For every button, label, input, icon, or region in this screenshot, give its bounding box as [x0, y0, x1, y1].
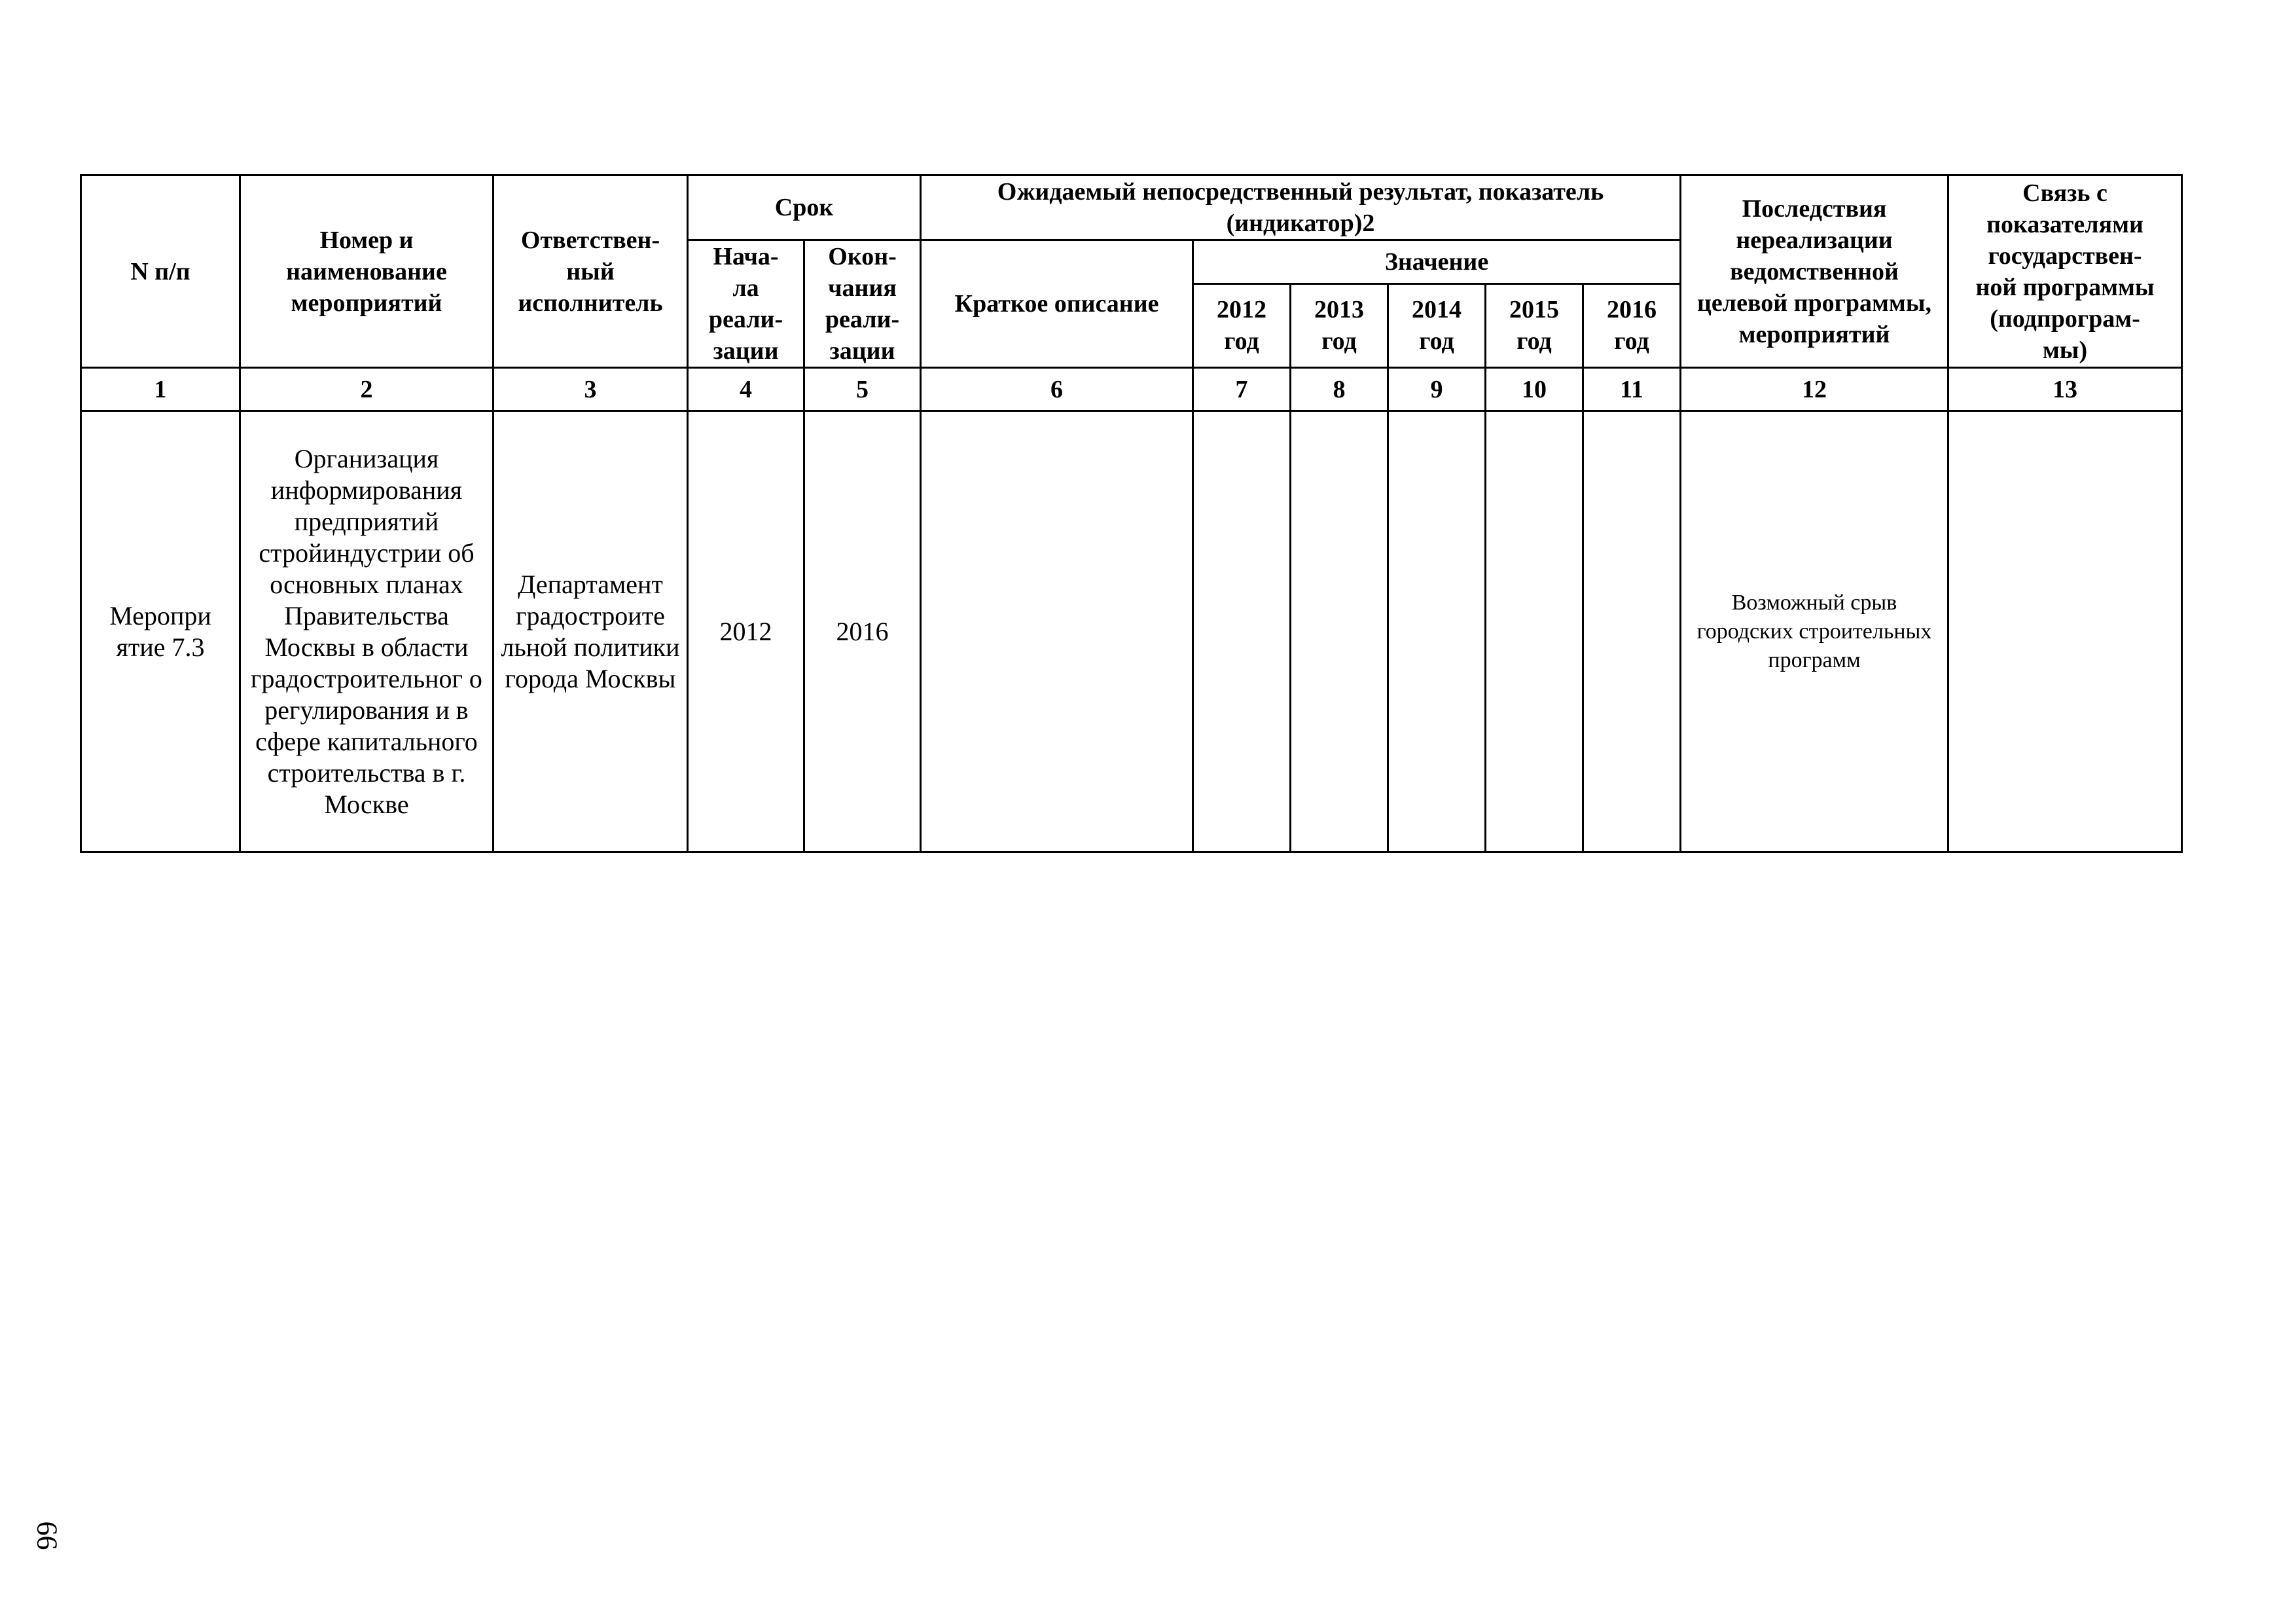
header-end: Окон- чания реали- зации	[804, 240, 921, 368]
table-row	[81, 411, 2182, 852]
column-number: 8	[1291, 368, 1388, 411]
header-activity-name: Номер и наименование мероприятий	[240, 175, 493, 368]
header-start: Нача- ла реали- зации	[688, 240, 804, 368]
column-number: 13	[1948, 368, 2182, 411]
header-number: N п/п	[81, 175, 240, 368]
column-number: 7	[1193, 368, 1291, 411]
activity-value-2014	[1388, 411, 1486, 852]
activity-start-year: 2012	[688, 411, 804, 852]
header-year-2014: 2014 год	[1388, 283, 1486, 367]
activity-value-2013	[1291, 411, 1388, 852]
program-activities-table	[80, 174, 2183, 853]
column-number: 9	[1388, 368, 1486, 411]
activity-number: Меропри ятие 7.3	[81, 411, 240, 852]
activity-value-2015	[1486, 411, 1583, 852]
header-value: Значение	[1193, 240, 1681, 284]
activity-name: Организация информирования предприятий стройиндустрии об основных планах Правительства Москвы в области градостроительног о регулирования и в сфере капитального строительства в г. Москве	[240, 411, 493, 852]
column-number: 5	[804, 368, 921, 411]
activity-link-indicators	[1948, 411, 2182, 852]
header-year-2016: 2016 год	[1583, 283, 1681, 367]
header-year-2012: 2012 год	[1193, 283, 1291, 367]
header-short-description: Краткое описание	[921, 240, 1193, 368]
column-numbers-row	[81, 368, 2182, 411]
header-year-2015: 2015 год	[1486, 283, 1583, 367]
header-term: Срок	[688, 175, 921, 240]
activity-value-2012	[1193, 411, 1291, 852]
column-number: 1	[81, 368, 240, 411]
column-number: 4	[688, 368, 804, 411]
column-number: 3	[493, 368, 688, 411]
column-number: 12	[1681, 368, 1948, 411]
page-number: 66	[31, 1521, 63, 1550]
column-number: 2	[240, 368, 493, 411]
activity-end-year: 2016	[804, 411, 921, 852]
header-consequences: Последствия нереализации ведомственной целевой программы, мероприятий	[1681, 175, 1948, 368]
header-link-indicators: Связь с показателями государствен- ной программы (подпрограм- мы)	[1948, 175, 2182, 368]
column-number: 10	[1486, 368, 1583, 411]
activity-value-2016	[1583, 411, 1681, 852]
header-year-2013: 2013 год	[1291, 283, 1388, 367]
column-number: 6	[921, 368, 1193, 411]
column-number: 11	[1583, 368, 1681, 411]
activity-short-description	[921, 411, 1193, 852]
header-executor: Ответствен- ный исполнитель	[493, 175, 688, 368]
activity-consequences: Возможный срыв городских строительных программ	[1681, 411, 1948, 852]
header-expected-result: Ожидаемый непосредственный результат, показатель (индикатор)2	[921, 175, 1681, 240]
activity-executor: Департамент градостроите льной политики города Москвы	[493, 411, 688, 852]
